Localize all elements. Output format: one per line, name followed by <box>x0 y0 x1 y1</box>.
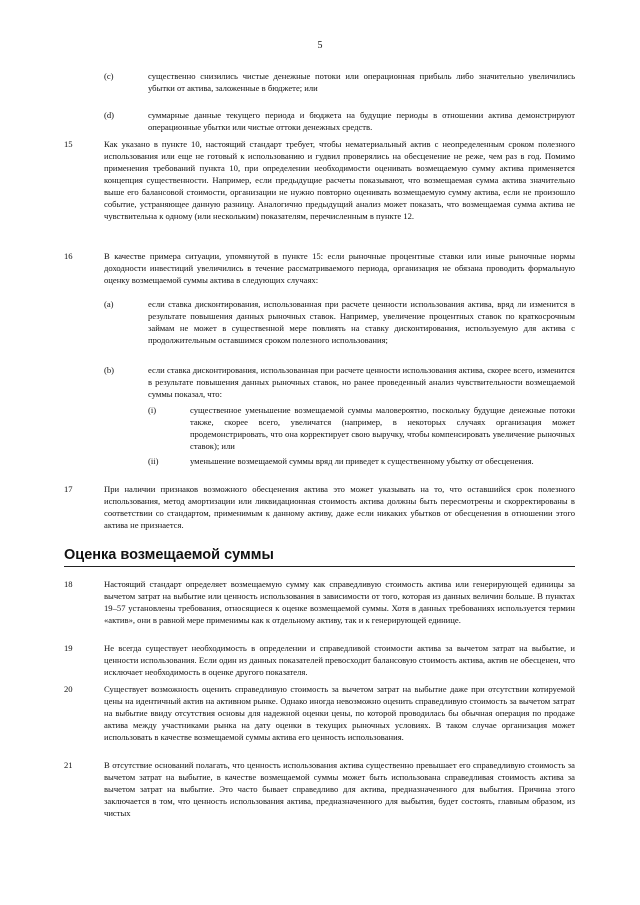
item-16b-i-label: (i) <box>148 405 157 415</box>
item-16b-i-text: существенное уменьшение возмещаемой суммы маловероятно, поскольку будущие денежные потоки также, скорее всего, увеличатся (например, в некоторых случаях организация может продемонстрировать, что она корректирует свою выручку, чтобы компенсировать увеличение рыночных ставок); или <box>190 405 575 451</box>
item-16b-ii-text: уменьшение возмещаемой суммы вряд ли приведет к существенному убытку от обесценения. <box>190 456 534 466</box>
paragraph-20: Существует возможность оценить справедливую стоимость за вычетом затрат на выбытие даже при отсутствии котируемой цены на идентичный актив на активном рынке. Однако иногда невозможно оценить справедливую стоимость за вычетом затрат на выбытие ввиду отсутствия основы для надежной оценки цены, по которой проводилась бы обычная операция по продаже актива между участниками рынка на дату оценки в текущих рыночных условиях. В таком случае организация может использовать в качестве возмещаемой суммы актива его ценность использования. <box>104 684 575 742</box>
paragraph-number-16: 16 <box>64 251 73 261</box>
paragraph-16: В качестве примера ситуации, упомянутой в пункте 15: если рыночные процентные ставки или иные рыночные нормы доходности инвестиций увеличились в течение рассматриваемого периода, организация не обязана проводить формальную оценку возмещаемой суммы актива в следующих случаях: <box>104 251 575 285</box>
item-16b-label: (b) <box>104 365 115 375</box>
paragraph-number-20: 20 <box>64 684 73 694</box>
paragraph-18: Настоящий стандарт определяет возмещаемую сумму как справедливую стоимость актива или генерирующей единицы за вычетом затрат на выбытие или ценность использования в зависимости от того, которая из данных величин больше. В пунктах 19–57 установлены требования, относящиеся к оценке возмещаемой суммы. Хотя в данных требованиях используется термин «актив», они в равной мере применимы как к отдельному активу, так и к генерирующей единице. <box>104 579 575 625</box>
paragraph-number-19: 19 <box>64 643 73 653</box>
paragraph-15: Как указано в пункте 10, настоящий стандарт требует, чтобы нематериальный актив с неопределенным сроком полезного использования или еще не готовый к использованию и гудвил проверялись на обесценение не реже, чем раз в год. Помимо применения требований пункта 10, при определении необходимости оценивать возмещаемую сумму актива применяется концепция существенности. Например, если предыдущие расчеты показывают, что возмещаемая сумма актива значительно выше его балансовой стоимости, организации не нужно повторно оценивать возмещаемую сумму актива, если не произошло событие, устраняющее данную разницу. Аналогично предыдущий анализ может показать, что возмещаемая сумма актива не чувствительна к одному (или нескольким) показателям, перечисленным в пункте 12. <box>104 139 575 221</box>
item-c-text: существенно снизились чистые денежные потоки или операционная прибыль либо значительно увеличились убытки от актива, заложенные в бюджете; или <box>148 71 575 93</box>
paragraph-17: При наличии признаков возможного обесценения актива это может указывать на то, что оставшийся срок полезного использования, метод амортизации или ликвидационная стоимость актива должны быть пересмотрены и скорректированы в соответствии со стандартом, применимым к данному активу, даже если никаких убытков от обесценения в отношении этого актива не признается. <box>104 484 575 530</box>
paragraph-number-17: 17 <box>64 484 73 494</box>
page-number: 5 <box>317 40 323 51</box>
paragraph-number-15: 15 <box>64 139 73 149</box>
heading-rule <box>64 566 575 567</box>
item-16b-text: если ставка дисконтирования, использованная при расчете ценности использования актива, скорее всего, изменится в результате повышения данных рыночных ставок, но ранее проведенный анализ чувствительности возмещаемой суммы показал, что: <box>148 365 575 399</box>
paragraph-21: В отсутствие оснований полагать, что ценность использования актива существенно превышает его справедливую стоимость за вычетом затрат на выбытие, в качестве возмещаемой суммы может быть использована справедливая стоимость актива за вычетом затрат на выбытие. Это часто бывает справедливо для актива, предназначенного для выбытия. Причина этого заключается в том, что ценность использования актива, предназначенного для выбытия, будет состоять, главным образом, из чистых <box>104 760 575 818</box>
item-d-text: суммарные данные текущего периода и бюджета на будущие периоды в отношении актива демонстрируют операционные убытки или чистые оттоки денежных средств. <box>148 110 575 132</box>
paragraph-number-18: 18 <box>64 579 73 589</box>
paragraph-number-21: 21 <box>64 760 73 770</box>
item-16a-text: если ставка дисконтирования, использованная при расчете ценности использования актива, вряд ли изменится в результате повышения данных рыночных ставок. Например, увеличение процентных ставок по краткосрочным займам не может в существенной мере повлиять на ставку дисконтирования, используемую для актива с продолжительным оставшимся сроком полезного использования; <box>148 299 575 345</box>
item-c-label: (c) <box>104 71 114 81</box>
paragraph-19: Не всегда существует необходимость в определении и справедливой стоимости актива за вычетом затрат на выбытие, и ценности использования. Если один из данных показателей превосходит балансовую стоимость актива, актив не обесценен, что исключает необходимость в оценке другого показателя. <box>104 643 575 677</box>
section-heading: Оценка возмещаемой суммы <box>64 547 274 563</box>
item-d-label: (d) <box>104 110 115 120</box>
item-16a-label: (a) <box>104 299 114 309</box>
item-16b-ii-label: (ii) <box>148 456 159 466</box>
